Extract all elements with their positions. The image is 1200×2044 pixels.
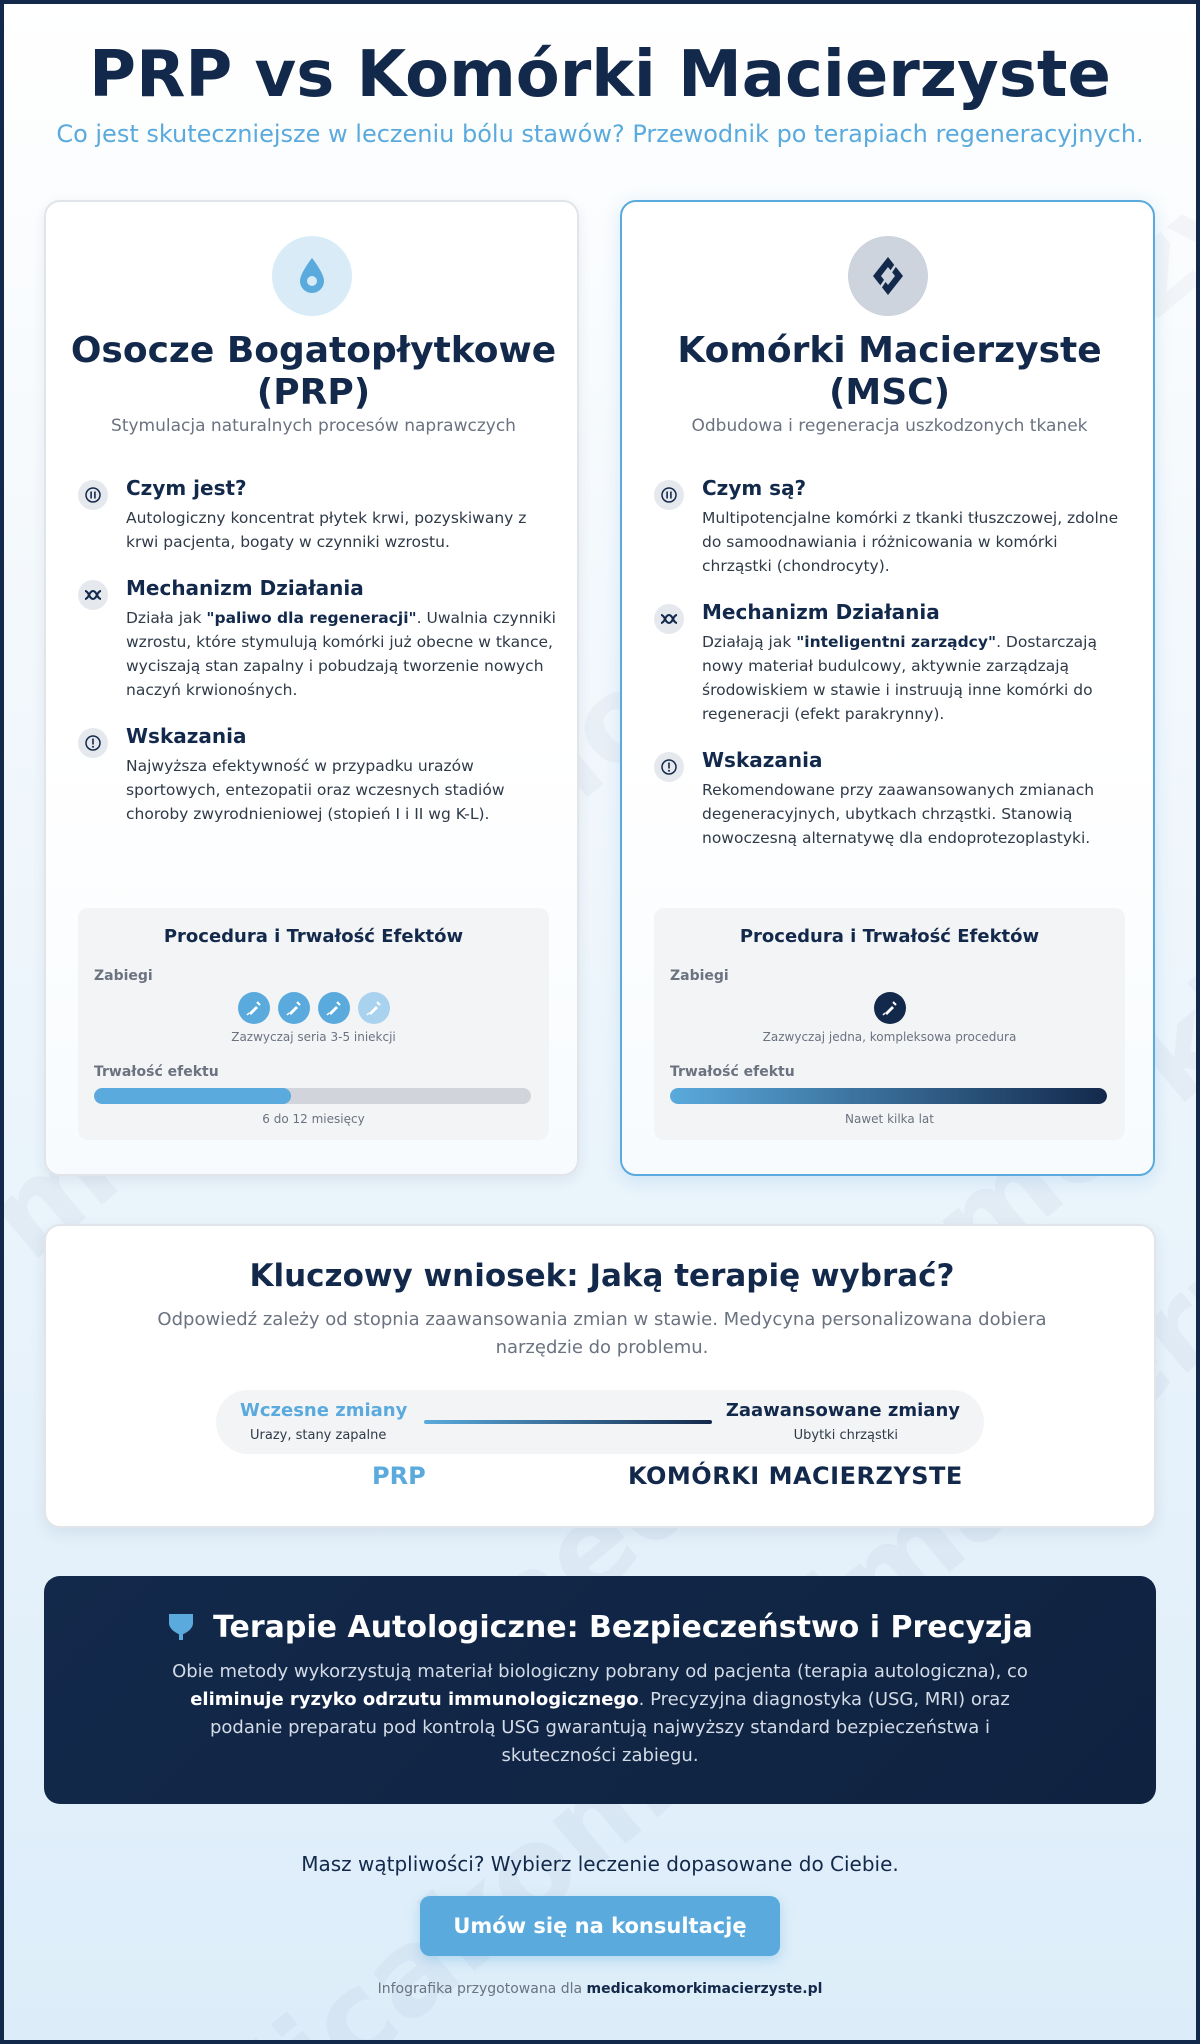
prp-duration-label: Trwałość efektu: [94, 1064, 219, 1080]
cell-diamond-icon: [848, 236, 928, 316]
prp-mechanism-text: [126, 606, 556, 702]
text-span: . Uwalnia czynniki wzrostu, które stymulują komórki już obecne w tkance, wyciszają stan zapalny i pobudzają tworzenie nowych naczyń krwionośnych.: [126, 609, 556, 699]
msc-duration-bar: [670, 1088, 1107, 1104]
msc-treatments-label: Zabiegi: [670, 968, 729, 984]
footer-prefix: Infografika przygotowana dla: [377, 1981, 587, 1997]
syringe-icon: [318, 992, 350, 1024]
alert-circle-icon: [78, 728, 108, 758]
advanced-changes-title: Zaawansowane zmiany: [725, 1400, 960, 1421]
msc-procedure-title: Procedura i Trwałość Efektów: [739, 926, 1040, 947]
severity-scale: [216, 1390, 984, 1454]
msc-duration-fill: [670, 1088, 1107, 1104]
footer-credit: [0, 1981, 1200, 1997]
footer-site-link[interactable]: medicakomorkimacierzyste.pl: [586, 1981, 823, 1997]
syringe-icon: [278, 992, 310, 1024]
prp-title: Osocze Bogatopłytkowe (PRP): [70, 330, 557, 413]
text-bold: eliminuje ryzyko odrzutu immunologicznego: [190, 1689, 639, 1710]
page-subtitle: Co jest skuteczniejsze w leczeniu bólu stawów? Przewodnik po terapiach regeneracyjnych.: [56, 120, 1144, 148]
prp-procedure-title: Procedura i Trwałość Efektów: [163, 926, 464, 947]
prp-treatments-note: Zazwyczaj seria 3-5 iniekcji: [231, 1030, 396, 1044]
msc-duration-note: Nawet kilka lat: [845, 1112, 934, 1126]
prp-treatments-label: Zabiegi: [94, 968, 153, 984]
dna-icon: [78, 580, 108, 610]
droplet-icon: [272, 236, 352, 316]
prp-card: [44, 200, 579, 1176]
text-span: Działają jak: [702, 633, 797, 651]
conclusion-text: Odpowiedź zależy od stopnia zaawansowania zmian w stawie. Medycyna personalizowana dobiera narzędzie do problemu.: [157, 1309, 1047, 1358]
prp-duration-fill: [94, 1088, 291, 1104]
msc-treatments-note: Zazwyczaj jedna, kompleksowa procedura: [762, 1030, 1017, 1044]
msc-indications-text: Rekomendowane przy zaawansowanych zmianach degeneracyjnych, ubytkach chrząstki. Stanowią nowoczesną alternatywę dla endoprotezoplastyki.: [702, 781, 1095, 847]
prp-what-title: Czym jest?: [126, 476, 247, 500]
text-span: Obie metody wykorzystują materiał biologiczny pobrany od pacjenta (terapia autologiczna), co: [172, 1661, 1028, 1682]
dna-icon: [654, 604, 684, 634]
msc-subtitle: Odbudowa i regeneracja uszkodzonych tkanek: [691, 416, 1088, 436]
early-changes-title: Wczesne zmiany: [240, 1400, 408, 1421]
text-span: . Precyzyjna diagnostyka (USG, MRI) oraz podanie preparatu pod kontrolą USG gwarantują najwyższy standard bezpieczeństwa i skuteczności zabiegu.: [209, 1689, 1010, 1766]
prp-indications-title: Wskazania: [126, 724, 247, 748]
early-changes-sub: Urazy, stany zapalne: [250, 1428, 387, 1443]
msc-what-text: Multipotencjalne komórki z tkanki tłuszczowej, zdolne do samoodnawiania i różnicowania w komórki chrząstki (chondrocyty).: [702, 509, 1119, 575]
syringe-icon: [238, 992, 270, 1024]
page-title: PRP vs Komórki Macierzyste: [89, 38, 1111, 112]
safety-text: [160, 1658, 1040, 1770]
text-bold: "paliwo dla regeneracji": [206, 609, 417, 627]
msc-card: [620, 200, 1155, 1176]
msc-treatment-dots: [654, 992, 1125, 1024]
info-icon: [78, 480, 108, 510]
msc-mechanism-title: Mechanizm Działania: [702, 600, 940, 624]
msc-indications-title: Wskazania: [702, 748, 823, 772]
msc-title: Komórki Macierzyste (MSC): [677, 330, 1102, 413]
prp-recommendation: PRP: [372, 1462, 426, 1490]
prp-duration-bar: [94, 1088, 531, 1104]
prp-procedure-panel: [78, 908, 549, 1140]
shield-icon: [167, 1611, 195, 1645]
advanced-changes-sub: Ubytki chrząstki: [793, 1428, 898, 1443]
book-consultation-button[interactable]: Umów się na konsultację: [420, 1896, 780, 1956]
conclusion-title: Kluczowy wniosek: Jaką terapię wybrać?: [249, 1258, 955, 1294]
text-bold: "inteligentni zarządcy": [796, 633, 997, 651]
msc-recommendation: KOMÓRKI MACIERZYSTE: [628, 1462, 963, 1490]
msc-what-title: Czym są?: [702, 476, 807, 500]
prp-indications-text: Najwyższa efektywność w przypadku urazów sportowych, entezopatii oraz wczesnych stadiów choroby zwyrodnieniowej (stopień I i II wg K-L).: [126, 757, 505, 823]
text-span: . Dostarczają nowy materiał budulcowy, aktywnie zarządzają środowiskiem w stawie i instruują inne komórki do regeneracji (efekt parakrynny).: [702, 633, 1097, 723]
prp-what-text: Autologiczny koncentrat płytek krwi, pozyskiwany z krwi pacjenta, bogaty w czynniki wzrostu.: [126, 509, 527, 551]
text-span: Działa jak: [126, 609, 207, 627]
safety-header: [44, 1610, 1156, 1645]
prp-duration-note: 6 do 12 miesięcy: [262, 1112, 365, 1126]
msc-procedure-panel: [654, 908, 1125, 1140]
safety-title: Terapie Autologiczne: Bezpieczeństwo i Precyzja: [213, 1610, 1033, 1645]
severity-gradient-line: [424, 1420, 712, 1424]
prp-mechanism-title: Mechanizm Działania: [126, 576, 364, 600]
safety-panel: [44, 1576, 1156, 1804]
msc-mechanism-text: [702, 630, 1132, 726]
conclusion-panel: [44, 1224, 1156, 1528]
info-icon: [654, 480, 684, 510]
alert-circle-icon: [654, 752, 684, 782]
syringe-icon: [874, 992, 906, 1024]
syringe-icon: [358, 992, 390, 1024]
prp-treatment-dots: [78, 992, 549, 1024]
msc-duration-label: Trwałość efektu: [670, 1064, 795, 1080]
cta-question: Masz wątpliwości? Wybierz leczenie dopasowane do Ciebie.: [301, 1852, 899, 1876]
prp-subtitle: Stymulacja naturalnych procesów naprawczych: [111, 416, 516, 436]
